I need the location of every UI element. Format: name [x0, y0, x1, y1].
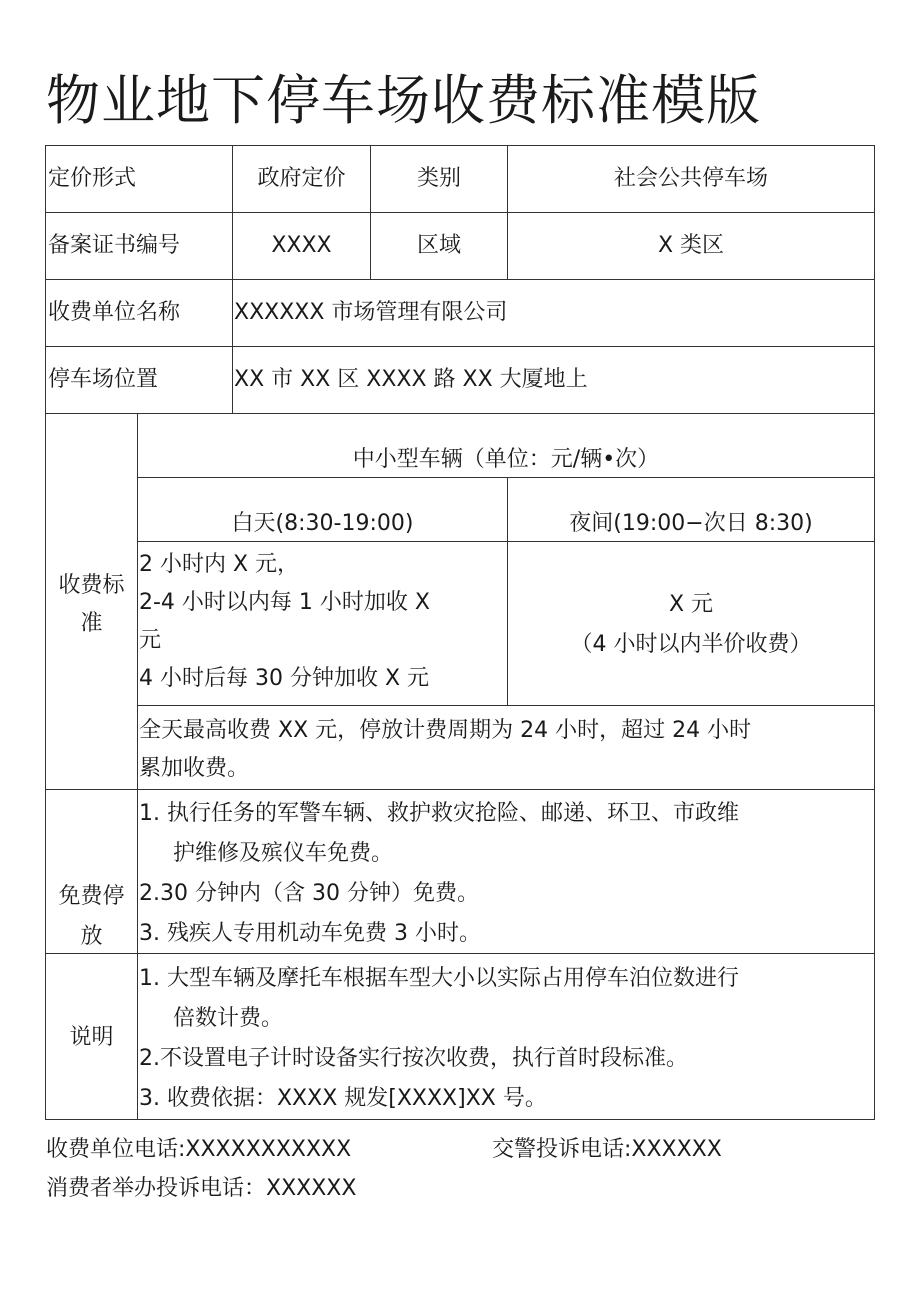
free-parking-label-line: 放 [80, 924, 103, 949]
row-divider [45, 279, 875, 280]
day-rules [139, 546, 430, 698]
vehicle-header: 中小型车辆（单位：元/辆•次） [352, 447, 660, 472]
table-border-right [874, 145, 875, 1120]
row-divider [137, 541, 875, 542]
free-item: 2.30 分钟内（含 30 分钟）免费。 [139, 881, 479, 906]
row-divider [137, 477, 875, 478]
max-fee-note [139, 712, 751, 788]
table-border-top [45, 145, 875, 146]
max-fee-line: 累加收费。 [139, 756, 250, 781]
notes-items [139, 959, 739, 1119]
police-complaint-phone: 交警投诉电话:XXXXXX [492, 1137, 722, 1162]
free-parking-label [46, 877, 137, 957]
note-item: 2.不设置电子计时设备实行按次收费，执行首时段标准。 [139, 1046, 688, 1071]
cert-number-label: 备案证书编号 [48, 233, 181, 258]
fee-standard-label-line: 准 [80, 611, 103, 636]
free-parking-label-line: 免费停 [58, 884, 125, 909]
note-item: 1. 大型车辆及摩托车根据车型大小以实际占用停车泊位数进行 [139, 966, 739, 991]
category-label: 类别 [416, 166, 461, 191]
night-note: （4 小时以内半价收费） [570, 632, 812, 657]
area-label: 区域 [416, 233, 461, 258]
area-value: X 类区 [657, 233, 725, 258]
note-item: 3. 收费依据：XXXX 规发[XXXX]XX 号。 [139, 1086, 547, 1111]
free-parking-items [139, 794, 739, 953]
row-divider [137, 705, 875, 706]
row-divider [45, 953, 875, 954]
fee-standard-label [46, 567, 137, 643]
max-fee-line: 全天最高收费 XX 元，停放计费周期为 24 小时，超过 24 小时 [139, 718, 752, 743]
day-rule-line: 2 小时内 X 元， [139, 552, 300, 577]
pricing-form-value: 政府定价 [257, 166, 346, 191]
notes-label: 说明 [69, 1025, 114, 1050]
location-label: 停车场位置 [48, 367, 159, 392]
row-divider [45, 346, 875, 347]
row-divider [45, 789, 875, 790]
row-divider [45, 413, 875, 414]
category-value: 社会公共停车场 [613, 166, 768, 191]
consumer-complaint-phone: 消费者举办投诉电话：XXXXXX [46, 1176, 357, 1201]
day-rule-line: 2-4 小时以内每 1 小时加收 X [139, 590, 430, 615]
table-border-bottom [45, 1119, 875, 1120]
free-item: 护维修及殡仪车免费。 [173, 841, 394, 866]
night-price: X 元 [668, 592, 714, 617]
pricing-form-label: 定价形式 [48, 166, 137, 191]
fee-standard-label-line: 收费标 [58, 573, 125, 598]
row-divider [45, 212, 875, 213]
night-header: 夜间(19:00−次日 8:30) [569, 511, 813, 536]
day-rule-line: 4 小时后每 30 分钟加收 X 元 [139, 666, 430, 691]
night-rule [508, 585, 874, 665]
company-value: XXXXXX 市场管理有限公司 [234, 300, 508, 325]
cert-number-value: XXXX [271, 233, 332, 258]
note-item: 倍数计费。 [173, 1006, 284, 1031]
day-header: 白天(8:30-19:00) [231, 511, 414, 536]
free-item: 1. 执行任务的军警车辆、救护救灾抢险、邮递、环卫、市政维 [139, 801, 739, 826]
unit-phone: 收费单位电话:XXXXXXXXXXX [46, 1137, 352, 1162]
page-title: 物业地下停车场收费标准模版 [46, 69, 761, 132]
location-value: XX 市 XX 区 XXXX 路 XX 大厦地上 [234, 367, 588, 392]
free-item: 3. 残疾人专用机动车免费 3 小时。 [139, 921, 481, 946]
day-rule-line: 元 [139, 628, 162, 653]
company-label: 收费单位名称 [48, 300, 181, 325]
